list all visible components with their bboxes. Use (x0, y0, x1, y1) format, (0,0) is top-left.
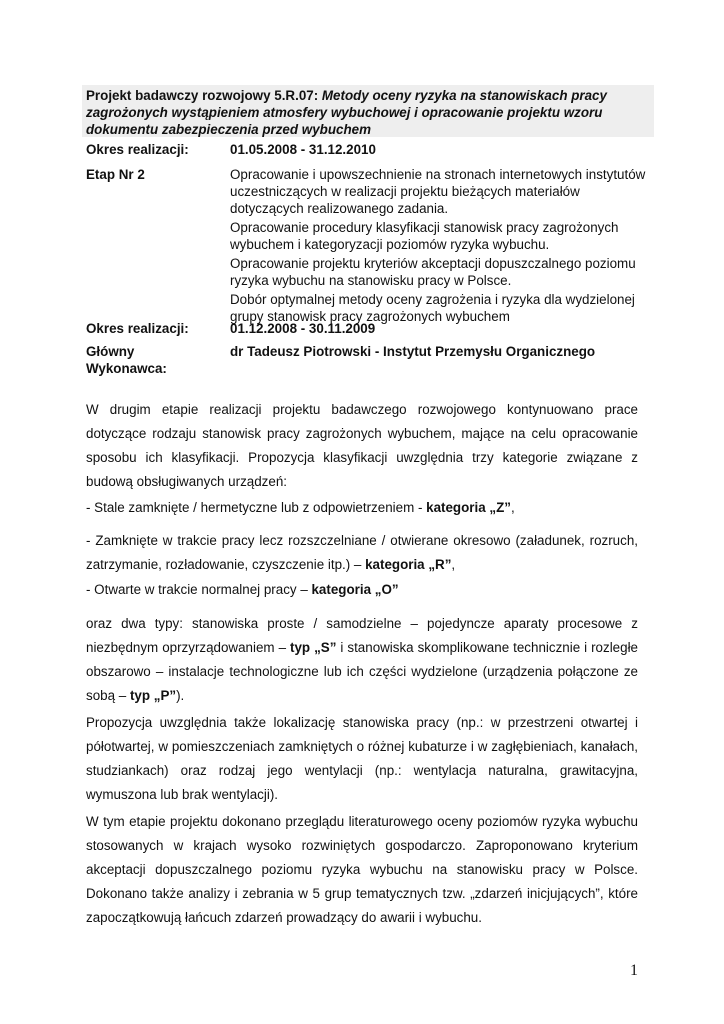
period-value-2-text: 01.12.2008 - 30.11.2009 (230, 321, 376, 336)
category-z-label: kategoria „Z” (426, 500, 511, 515)
executor-label-line2: Wykonawca: (86, 361, 167, 376)
period-value-1-text: 01.05.2008 - 31.12.2010 (230, 142, 376, 157)
paragraph-intro (86, 398, 638, 494)
category-o-label: kategoria „O” (311, 582, 399, 597)
category-r-text: - Zamknięte w trakcie pracy lecz rozszczelniane / otwierane okresowo (załadunek, rozruch, zatrzymanie, rozładowanie, czyszczenie itp.) – (86, 533, 638, 572)
types-text-c: ). (176, 688, 185, 703)
stage-item: Opracowanie i upowszechnienie na stronach internetowych instytutów uczestniczących w realizacji projektu bieżących materiałów dotyczących realizowanego zadania. (230, 167, 646, 216)
category-z (86, 496, 638, 520)
category-r-label: kategoria „R” (365, 557, 452, 572)
category-o (86, 578, 638, 602)
period-value-1 (230, 141, 655, 158)
paragraph-types (86, 612, 638, 708)
period-label-2: Okres realizacji: (86, 321, 189, 336)
paragraph-location (86, 711, 638, 807)
stage-label: Etap Nr 2 (86, 167, 145, 182)
category-z-end: , (510, 500, 515, 515)
category-r-end: , (451, 557, 456, 572)
executor-label (86, 343, 226, 377)
executor-value (230, 343, 655, 360)
paragraph-review (86, 810, 638, 930)
types-text-b: i stanowiska skomplikowane technicznie i rozległe obszarowo – instalacje technologiczne lub ich części wydzielone (urządzenia połączone ze sobą – (86, 640, 638, 703)
executor-name: dr Tadeusz Piotrowski - Instytut Przemysłu Organicznego (230, 344, 596, 359)
category-r (86, 529, 638, 577)
type-s-label: typ „S” (290, 640, 337, 655)
paragraph-intro-text: W drugim etapie realizacji projektu badawczego rozwojowego kontynuowano prace dotyczące rodzaju stanowisk pracy zagrożonych wybuchem, mające na celu opracowanie sposobu ich klasyfikacji. Propozycja klasyfikacji uwzględnia trzy kategorie związane z budową obsługiwanych urządzeń: (86, 402, 638, 489)
category-o-text: - Otwarte w trakcie normalnej pracy – (86, 582, 312, 597)
category-z-text: - Stale zamknięte / hermetyczne lub z odpowietrzeniem - (86, 500, 427, 515)
paragraph-location-text: Propozycja uwzględnia także lokalizację stanowiska pracy (np.: w przestrzeni otwartej i półotwartej, w pomieszczeniach zamkniętych o różnej kubaturze i w zagłębieniach, kanałach, studziankach) oraz rodzaj jego wentylacji (np.: wentylacja naturalna, grawitacyjna, wymuszona lub brak wentylacji). (86, 715, 638, 802)
page-number: 1 (630, 962, 638, 979)
stage-item: Opracowanie projektu kryteriów akceptacji dopuszczalnego poziomu ryzyka wybuchu na stanowisku pracy w Polsce. (230, 256, 636, 288)
project-title-prefix: Projekt badawczy rozwojowy 5.R.07: (86, 88, 322, 103)
stage-item: Opracowanie procedury klasyfikacji stanowisk pracy zagrożonych wybuchem i kategoryzacji poziomów ryzyka wybuchu. (230, 220, 619, 252)
period-label-1: Okres realizacji: (86, 142, 189, 157)
project-header (82, 85, 654, 137)
type-p-label: typ „P” (129, 688, 177, 703)
project-title: Metody oceny ryzyka na stanowiskach pracy zagrożonych wystąpieniem atmosfery wybuchowej i opracowanie projektu wzoru dokumentu zabezpieczenia przed wybuchem (86, 88, 607, 137)
stage-description (230, 166, 655, 327)
period-value-2 (230, 320, 655, 337)
stage-item: Dobór optymalnej metody oceny zagrożenia i ryzyka dla wydzielonej grupy stanowisk pracy zagrożonych wybuchem (230, 292, 635, 324)
executor-label-line1: Główny (86, 344, 135, 359)
paragraph-review-text: W tym etapie projektu dokonano przeglądu literaturowego oceny poziomów ryzyka wybuchu stosowanych w krajach wysoko rozwiniętych gospodarczo. Zaproponowano kryterium akceptacji dopuszczalnego poziomu ryzyka wybuchu na stanowisku pracy w Polsce. Dokonano także analizy i zebrania w 5 grup tematycznych tzw. „zdarzeń inicjujących”, które zapoczątkowują łańcuch zdarzeń prowadzący do awarii i wybuchu. (86, 814, 638, 925)
types-text-a: oraz dwa typy: stanowiska proste / samodzielne – pojedyncze aparaty procesowe z niezbędnym oprzyrządowaniem – (86, 616, 638, 655)
